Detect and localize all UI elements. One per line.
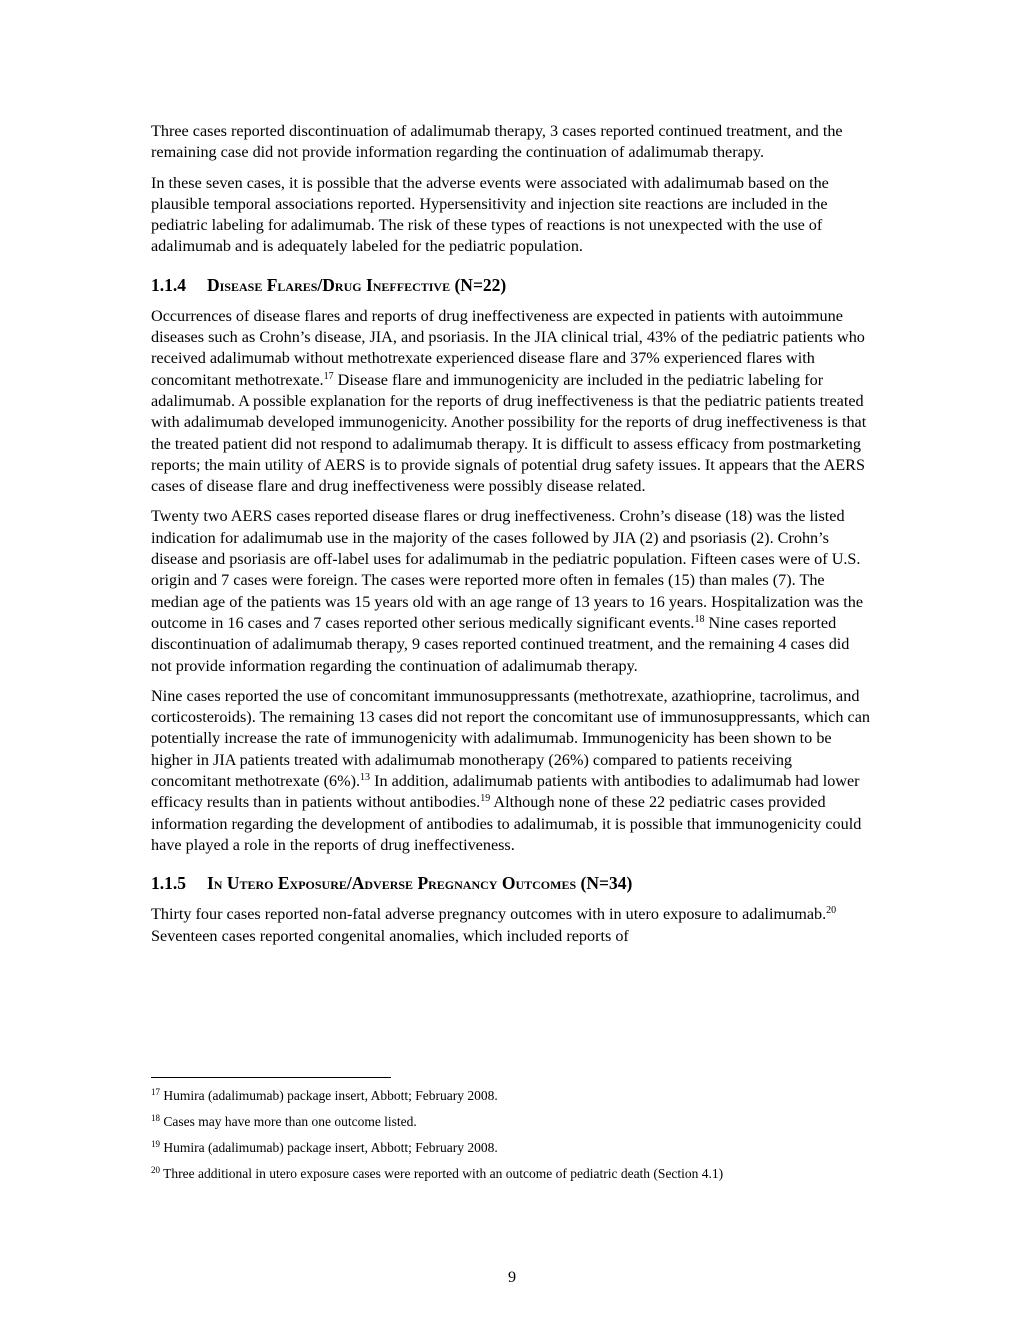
paragraph: Three cases reported discontinuation of adalimumab therapy, 3 cases reported continued treatment, and the remaining case did not provide information regarding the continuation of adalimumab therapy. [151, 122, 843, 162]
footnote-ref[interactable]: 19 [480, 793, 491, 805]
section-title: Disease Flares/Drug Ineffective [207, 274, 451, 295]
section-title: In Utero Exposure/Adverse Pregnancy Outcomes [207, 873, 577, 894]
footnote-divider [151, 1077, 391, 1078]
section-number: 1.1.4 [151, 274, 186, 295]
section-count: (N=34) [580, 873, 633, 894]
footnotes [151, 1077, 873, 1191]
footnote-ref[interactable]: 20 [826, 905, 837, 917]
paragraph: In these seven cases, it is possible that the adverse events were associated with adalimumab based on the plausible temporal associations reported. Hypersensitivity and injection site reactions are included in the pediatric labeling for adalimumab. The risk of these types of reactions is not unexpected with the use of adalimumab and is adequately labeled for the pediatric population. [151, 173, 829, 256]
footnote-ref[interactable]: 18 [694, 613, 705, 625]
paragraph: Thirty four cases reported non-fatal adverse pregnancy outcomes with in utero exposure to adalimumab.$^{20}$ Seventeen cases reported congenital anomalies, which included reports of [151, 905, 837, 945]
footnote: $^{18}$ Cases may have more than one outcome listed. [151, 1113, 417, 1129]
section-heading-1-1-4 [151, 274, 873, 296]
page-number: 9 [507, 1268, 517, 1286]
paragraph: Occurrences of disease flares and reports of drug ineffectiveness are expected in patients with autoimmune diseases such as Crohn’s disease, JIA, and psoriasis. In the JIA clinical trial, 43% of the pediatric patients who received adalimumab without methotrexate experienced disease flare and 37% experienced flares with concomitant methotrexate.$^{17}$ Disease flare and immunogenicity are included in the pediatric labeling for adalimumab. A possible explanation for the reports of drug ineffectiveness is that the pediatric patients treated with adalimumab developed immunogenicity. Another possibility for the reports of drug ineffectiveness is that the treated patient did not respond to adalimumab therapy. It is difficult to assess efficacy from postmarketing reports; the main utility of AERS is to provide signals of potential drug safety issues. It appears that the AERS cases of disease flare and drug ineffectiveness were possibly disease related. [151, 306, 867, 496]
section-heading-1-1-5 [151, 872, 873, 894]
section-number: 1.1.5 [151, 873, 186, 894]
footnote: $^{20}$ Three additional in utero exposure cases were reported with an outcome of pediatric death (Section 4.1) [151, 1165, 724, 1181]
footnote: $^{19}$ Humira (adalimumab) package insert, Abbott; February 2008. [151, 1139, 498, 1155]
paragraph: Nine cases reported the use of concomitant immunosuppressants (methotrexate, azathioprine, tacrolimus, and corticosteroids). The remaining 13 cases did not report the concomitant use of immunosuppressants, which can potentially increase the rate of immunogenicity with adalimumab. Immunogenicity has been shown to be higher in JIA patients treated with adalimumab monotherapy (26%) compared to patients receiving concomitant methotrexate (6%).$^{13}$ In addition, adalimumab patients with antibodies to adalimumab had lower efficacy results than in patients without antibodies.$^{19}$ Although none of these 22 pediatric cases provided information regarding the development of antibodies to adalimumab, it is possible that immunogenicity could have played a role in the reports of drug ineffectiveness. [151, 686, 870, 854]
footnote-ref[interactable]: 17 [323, 370, 334, 382]
footnote: $^{17}$ Humira (adalimumab) package insert, Abbott; February 2008. [151, 1087, 498, 1103]
footnote-ref[interactable]: 13 [360, 772, 371, 784]
document-body [151, 121, 873, 956]
paragraph: Twenty two AERS cases reported disease flares or drug ineffectiveness. Crohn’s disease (18) was the listed indication for adalimumab use in the majority of the cases followed by JIA (2) and psoriasis (2). Crohn’s disease and psoriasis are off-label uses for adalimumab in the pediatric population. Fifteen cases were of U.S. origin and 7 cases were foreign. The cases were reported more often in females (15) than males (7). The median age of the patients was 15 years old with an age range of 13 years to 16 years. Hospitalization was the outcome in 16 cases and 7 cases reported other serious medically significant events.$^{18}$ Nine cases reported discontinuation of adalimumab therapy, 9 cases reported continued treatment, and the remaining 4 cases did not provide information regarding the continuation of adalimumab therapy. [151, 507, 864, 675]
section-count: (N=22) [454, 274, 507, 295]
